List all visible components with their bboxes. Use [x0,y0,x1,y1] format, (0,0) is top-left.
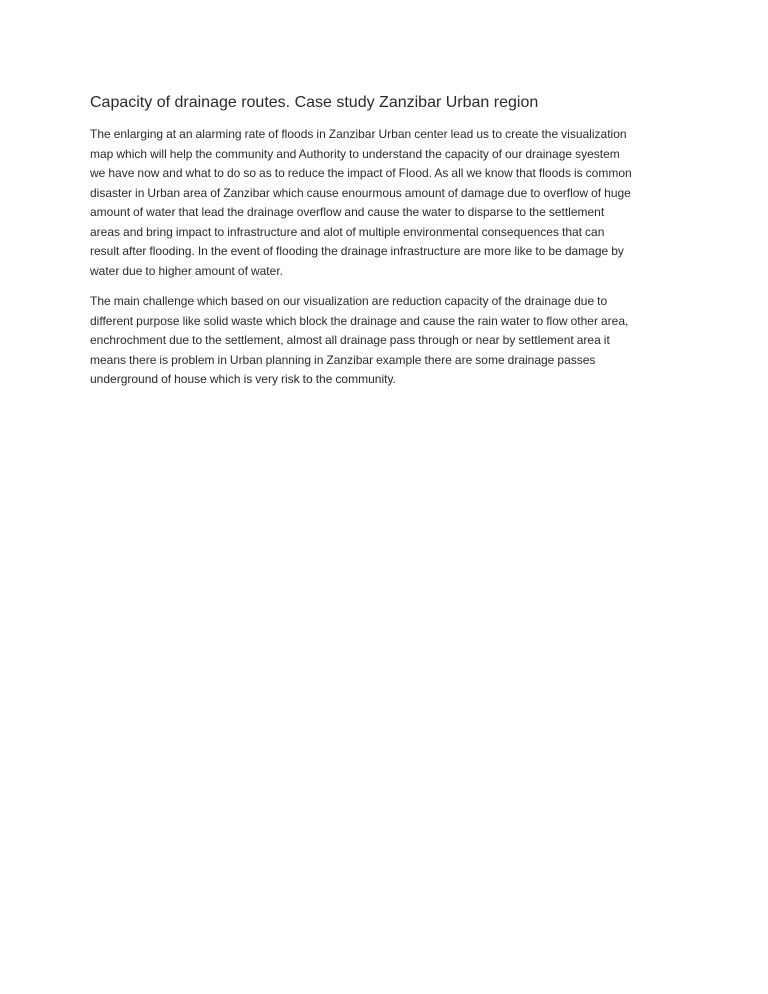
text-line: The enlarging at an alarming rate of floods in Zanzibar Urban center lead us to create the visualization [90,127,627,141]
paragraph-challenge [90,292,680,390]
text-line: different purpose like solid waste which block the drainage and cause the rain water to flow other area, [90,313,629,328]
text-line: underground of house which is very risk to the community. [90,372,396,386]
text-line: The main challenge which based on our visualization are reduction capacity of the drainage due to [90,294,608,308]
text-line: water due to higher amount of water. [90,263,283,278]
text-line: enchrochment due to the settlement, almost all drainage pass through or near by settlement area it [90,333,610,347]
text-line: areas and bring impact to infrastructure and alot of multiple environmental consequences that can [90,224,605,239]
paragraph-intro [90,125,680,281]
document-body [90,92,680,401]
text-line: means there is problem in Urban planning in Zanzibar example there are some drainage passes [90,352,596,367]
text-line: we have now and what to do so as to reduce the impact of Flood. As all we know that floods is common [90,166,632,180]
text-line: amount of water that lead the drainage overflow and cause the water to disparse to the settlement [90,205,605,219]
text-line: disaster in Urban area of Zanzibar which cause enourmous amount of damage due to overflow of huge [90,185,631,200]
document-title: Capacity of drainage routes. Case study Zanzibar Urban region [90,94,539,111]
text-line: map which will help the community and Authority to understand the capacity of our drainage syestem [90,146,620,161]
text-line: result after flooding. In the event of flooding the drainage infrastructure are more like to be damage by [90,244,624,258]
